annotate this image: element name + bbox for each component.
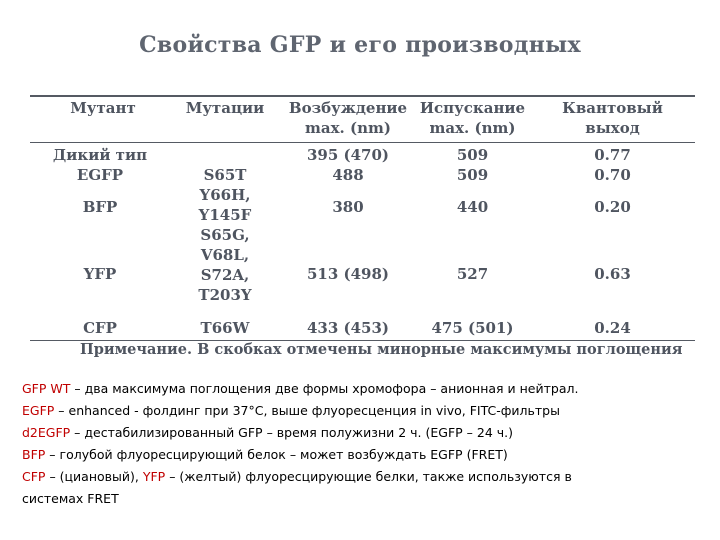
header-mutant: Мутант (70, 99, 136, 117)
header-emission-line-1: Испускание (419, 99, 526, 117)
cell-excitation: 380 (332, 198, 364, 216)
cell-quantum: 0.63 (594, 265, 631, 283)
note-key: d2EGFP (22, 425, 71, 440)
note-text: – голубой флуоресцирующий белок – может возбуждать EGFP (FRET) (45, 447, 508, 462)
cell-mutant: YFP (83, 265, 117, 283)
note-key: GFP WT (22, 381, 71, 396)
note-text: – дестабилизированный GFP – время полужизни 2 ч. (EGFP – 24 ч.) (70, 425, 513, 440)
cell-quantum: 0.70 (594, 166, 631, 184)
cell-emission: 440 (456, 198, 489, 216)
header-excitation (288, 98, 408, 138)
note-text: – (желтый) флуоресцирующие белки, также используются в (165, 469, 572, 484)
cell-quantum: 0.77 (594, 146, 631, 164)
notes-block (22, 378, 712, 510)
header-emission-line-2: max. (nm) (429, 119, 516, 137)
mutation-line: S65G, (200, 226, 250, 244)
note-text: – два максимума поглощения две формы хромофора – анионная и нейтрал. (70, 381, 579, 396)
cell-quantum: 0.24 (594, 319, 631, 337)
cell-emission: 475 (501) (431, 319, 514, 337)
note-key: EGFP (22, 403, 55, 418)
cell-mutations (175, 185, 275, 225)
note-text: – enhanced - фолдинг при 37°C, выше флуоресценция in vivo, FITC-фильтры (54, 403, 560, 418)
note-line-bfp (22, 444, 712, 466)
cell-mutant: CFP (83, 319, 117, 337)
note-line-d2egfp (22, 422, 712, 444)
cell-mutations: T66W (200, 319, 250, 337)
note-line-fret (22, 488, 712, 510)
cell-excitation: 488 (332, 166, 364, 184)
mutation-line: Y145F (198, 206, 252, 224)
header-mutations: Мутации (185, 99, 265, 117)
cell-mutant: Дикий тип (52, 146, 148, 164)
mutation-line: S72A, (200, 266, 250, 284)
note-key: YFP (142, 469, 166, 484)
mutation-line: Y66H, (199, 186, 251, 204)
table-top-rule (30, 95, 695, 97)
cell-excitation: 433 (453) (306, 319, 390, 337)
note-key: BFP (22, 447, 46, 462)
cell-mutations: S65T (203, 166, 247, 184)
cell-mutant: BFP (82, 198, 118, 216)
slide-title: Свойства GFP и его производных (139, 32, 581, 58)
table-header-rule (30, 142, 695, 143)
note-line-gfp-wt (22, 378, 712, 400)
properties-table (30, 92, 695, 360)
mutation-line: T203Y (198, 286, 252, 304)
cell-emission: 509 (456, 166, 489, 184)
note-line-cfp-yfp (22, 466, 712, 488)
cell-emission: 509 (456, 146, 489, 164)
note-text: – (циановый), (45, 469, 143, 484)
cell-quantum: 0.20 (594, 198, 631, 216)
header-quantum-line-2: выход (585, 119, 640, 137)
header-quantum-line-1: Квантовый (562, 99, 663, 117)
note-text: системах FRET (22, 491, 119, 506)
header-quantum (560, 98, 665, 138)
cell-mutant: EGFP (76, 166, 124, 184)
header-emission (415, 98, 530, 138)
note-line-egfp (22, 400, 712, 422)
cell-emission: 527 (456, 265, 489, 283)
table-note: Примечание. В скобках отмечены минорные максимумы поглощения (80, 341, 683, 358)
header-excitation-line-1: Возбуждение (288, 99, 408, 117)
cell-mutations (175, 225, 275, 305)
header-excitation-line-2: max. (nm) (305, 119, 391, 137)
mutation-line: V68L, (200, 246, 250, 264)
cell-excitation: 395 (470) (306, 146, 390, 164)
cell-excitation: 513 (498) (306, 265, 390, 283)
note-key: CFP (22, 469, 46, 484)
